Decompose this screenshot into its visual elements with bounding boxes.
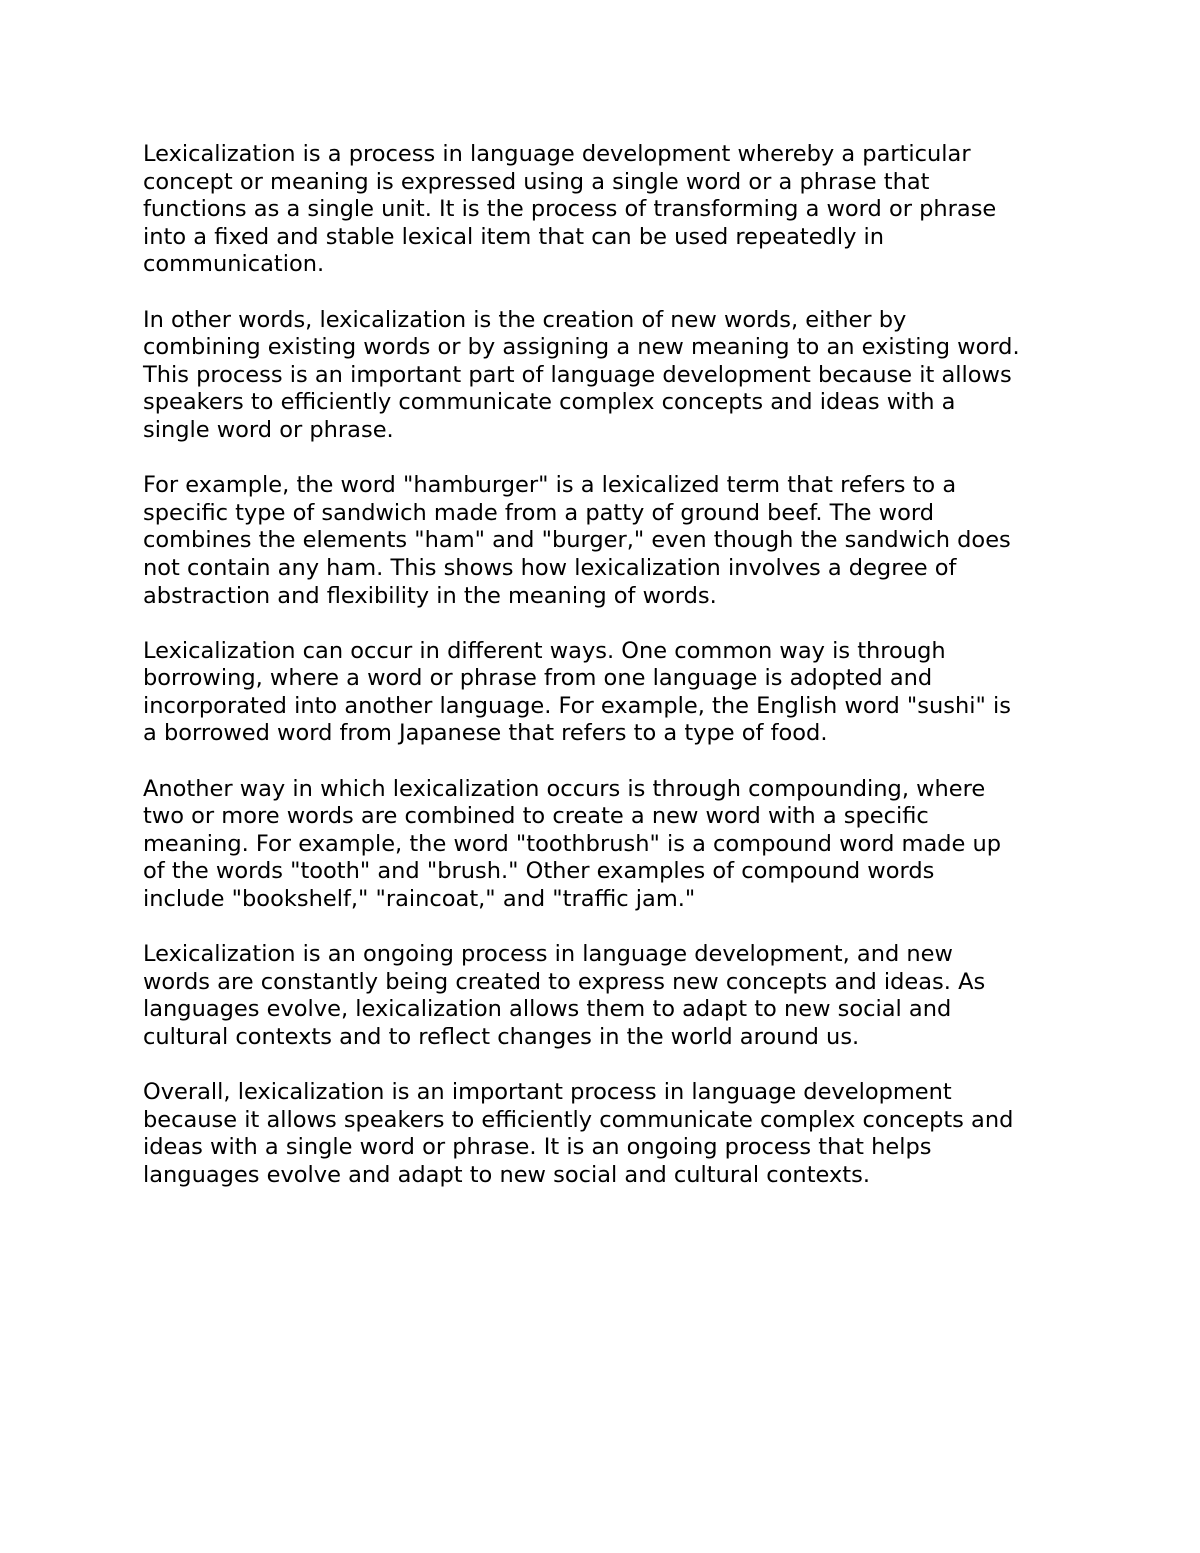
paragraph-compounding xyxy=(143,776,1073,914)
text-line: a borrowed word from Japanese that refers to a type of food. xyxy=(143,720,828,747)
text-line: ideas with a single word or phrase. It is an ongoing process that helps xyxy=(143,1134,932,1161)
text-line: not contain any ham. This shows how lexicalization involves a degree of xyxy=(143,554,957,581)
text-line: combining existing words or by assigning a new meaning to an existing word. xyxy=(143,334,1020,361)
paragraph-definition xyxy=(143,141,1073,279)
paragraph-ongoing-process xyxy=(143,941,1073,1051)
text-line: meaning. For example, the word "toothbrush" is a compound word made up xyxy=(143,830,1002,857)
text-line: include "bookshelf," "raincoat," and "traffic jam." xyxy=(143,886,696,913)
text-line: functions as a single unit. It is the process of transforming a word or phrase xyxy=(143,196,997,223)
text-line: because it allows speakers to efficiently communicate complex concepts and xyxy=(143,1106,1014,1133)
text-line: single word or phrase. xyxy=(143,416,394,443)
paragraph-other-words xyxy=(143,307,1073,445)
text-line: Lexicalization is an ongoing process in language development, and new xyxy=(143,941,953,968)
text-line: speakers to efficiently communicate complex concepts and ideas with a xyxy=(143,389,956,416)
text-line: words are constantly being created to express new concepts and ideas. As xyxy=(143,968,986,995)
text-line: concept or meaning is expressed using a single word or a phrase that xyxy=(143,168,930,195)
text-line: combines the elements "ham" and "burger," even though the sandwich does xyxy=(143,527,1011,554)
text-line: In other words, lexicalization is the creation of new words, either by xyxy=(143,306,907,333)
text-line: abstraction and flexibility in the meaning of words. xyxy=(143,582,717,609)
text-line: languages evolve and adapt to new social and cultural contexts. xyxy=(143,1161,870,1188)
text-line: Overall, lexicalization is an important process in language development xyxy=(143,1079,952,1106)
document-body xyxy=(143,141,1073,1217)
text-line: languages evolve, lexicalization allows them to adapt to new social and xyxy=(143,996,952,1023)
text-line: Another way in which lexicalization occurs is through compounding, where xyxy=(143,775,986,802)
text-line: For example, the word "hamburger" is a lexicalized term that refers to a xyxy=(143,472,957,499)
text-line: two or more words are combined to create a new word with a specific xyxy=(143,803,929,830)
text-line: Lexicalization can occur in different ways. One common way is through xyxy=(143,637,946,664)
text-line: into a fixed and stable lexical item that can be used repeatedly in xyxy=(143,223,885,250)
paragraph-hamburger-example xyxy=(143,472,1073,610)
text-line: incorporated into another language. For example, the English word "sushi" is xyxy=(143,692,1011,719)
text-line: Lexicalization is a process in language development whereby a particular xyxy=(143,141,971,167)
text-line: specific type of sandwich made from a patty of ground beef. The word xyxy=(143,499,934,526)
text-line: cultural contexts and to reflect changes in the world around us. xyxy=(143,1024,860,1050)
paragraph-conclusion xyxy=(143,1079,1073,1189)
paragraph-borrowing xyxy=(143,638,1073,748)
text-line: borrowing, where a word or phrase from one language is adopted and xyxy=(143,665,933,692)
text-line: of the words "tooth" and "brush." Other examples of compound words xyxy=(143,858,935,885)
text-line: This process is an important part of language development because it allows xyxy=(143,361,1012,388)
text-line: communication. xyxy=(143,251,325,278)
